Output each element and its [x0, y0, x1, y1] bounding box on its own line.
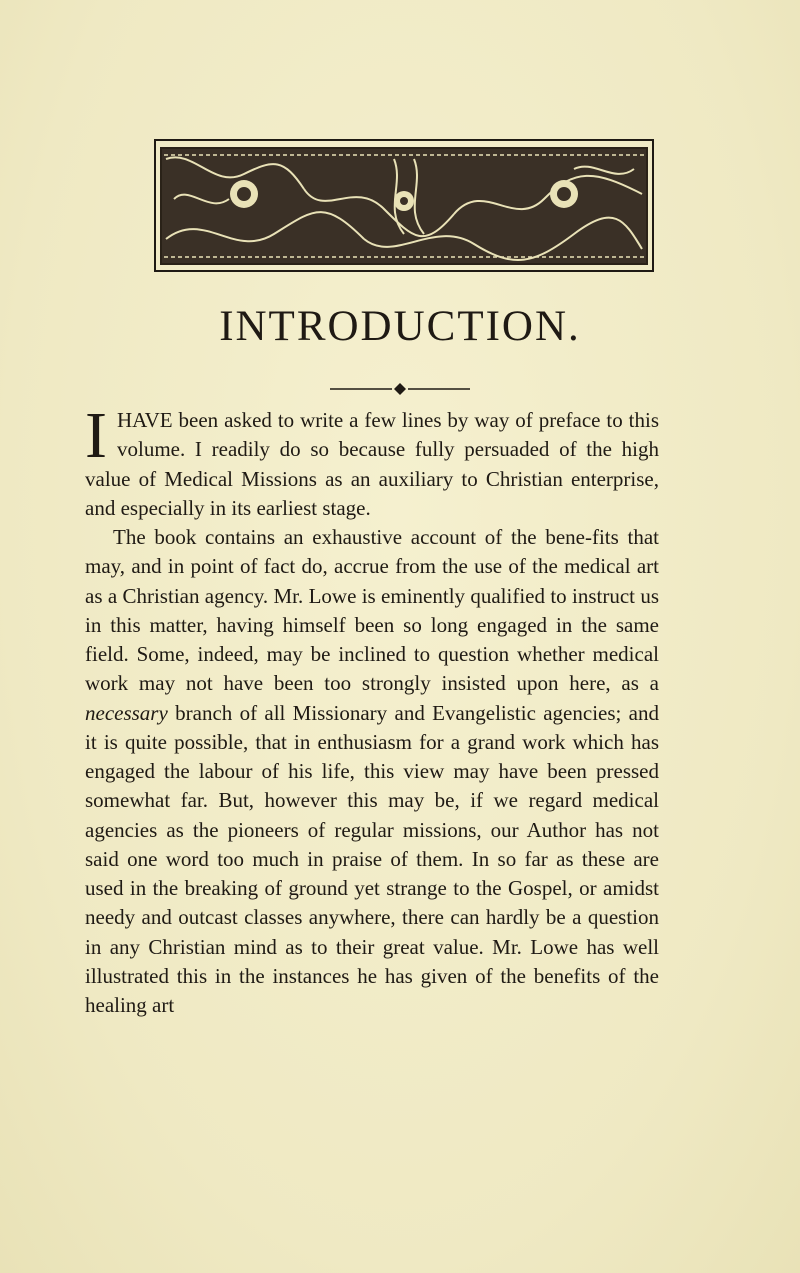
paragraph-1: [85, 399, 659, 523]
italic-emphasis: necessary: [85, 700, 168, 725]
paragraph-2-text-start: The book contains an exhaustive account of the bene-fits that may, and in point of fact do, accrue from the use of the medical art as a Christian agency. Mr. Lowe is eminently qualified to instruct us in this matter, having himself been so long engaged in the same field. Some, indeed, may be inclined to question whether medical work may not have been too strongly insisted upon here, as a: [85, 525, 659, 696]
rule-ornament: [330, 382, 470, 394]
paragraph-1-text: HAVE been asked to write a few lines by way of preface to this volume. I readily do so because fully persuaded of the high value of Medical Missions as an auxiliary to Christian enterprise, and especially in its earliest stage.: [85, 408, 659, 520]
body-text: [85, 399, 659, 1020]
paragraph-2-text-end: branch of all Missionary and Evangelistic agencies; and it is quite possible, that in enthusiasm for a grand work which has engaged the labour of his life, this view may have been pressed somewhat far. But, however this may be, if we regard medical agencies as the pioneers of regular missions, our Author has not said one word too much in praise of them. In so far as these are used in the breaking of ground yet strange to the Gospel, or amidst needy and outcast classes anywhere, there can hardly be a question in any Christian mind as to their great value. Mr. Lowe has well illustrated this in the instances he has given of the benefits of the healing art: [85, 700, 659, 1017]
page-title: INTRODUCTION.: [219, 303, 581, 350]
drop-cap: I: [85, 399, 107, 472]
decorative-headpiece-ornament: [154, 139, 654, 272]
paragraph-2: [85, 523, 659, 1020]
